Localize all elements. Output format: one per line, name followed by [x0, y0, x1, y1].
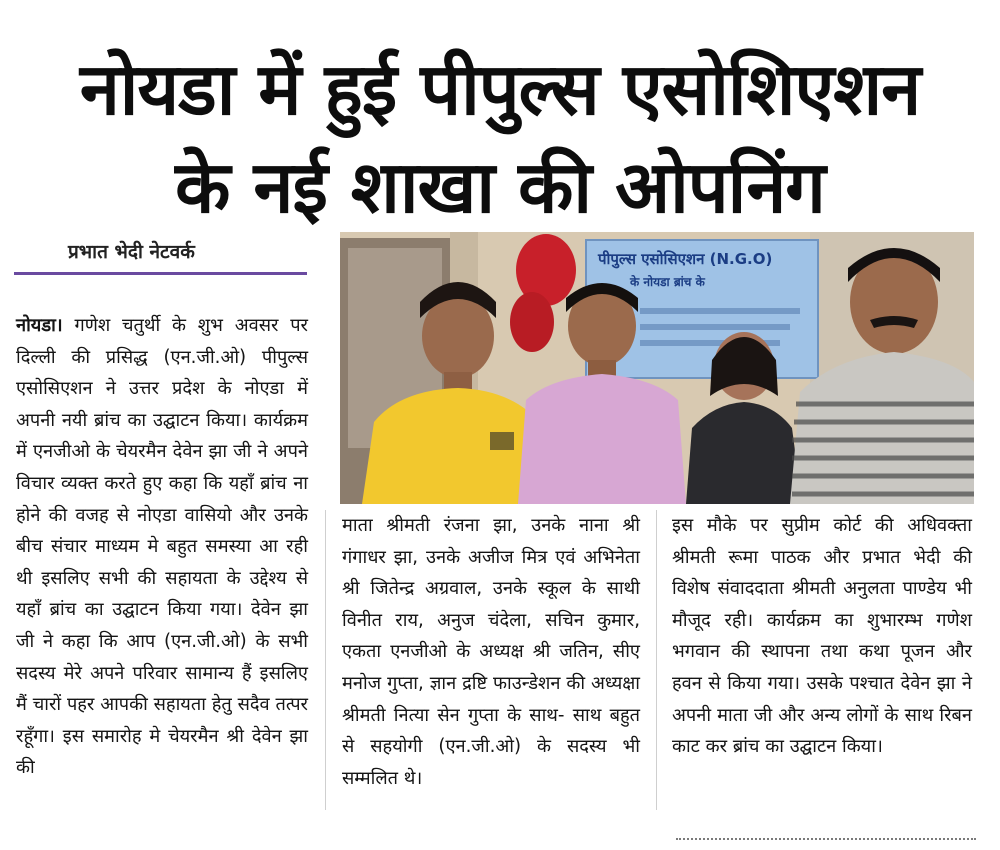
- news-photo: [340, 232, 974, 504]
- banner-line-1: पीपुल्स एसोसिएशन (N.G.O): [598, 250, 773, 268]
- byline: प्रभात भेदी नेटवर्क: [68, 241, 195, 263]
- banner-line-2: के नोयडा ब्रांच के: [630, 275, 705, 289]
- article-column-1-text: गणेश चतुर्थी के शुभ अवसर पर दिल्ली की प्रसिद्ध (एन.जी.ओ) पीपुल्स एसोसिएशन ने उत्तर प्रदेश के नोएडा में अपनी नयी ब्रांच का उद्घाटन किया। कार्यक्रम में एनजीओ के चेयरमैन देवेन झा जी ने अपने विचार व्यक्त करते हुए कहा कि यहाँ ब्रांच ना होने की वजह से नोएडा वासियो और उनके बीच संचार माध्यम मे बहुत समस्या आ रही थी इसलिए सभी की सहायता के उद्देश्य से यहाँ ब्रांच का उद्घाटन किया गया। देवेन झा जी ने कहा कि आप (एन.जी.ओ) के सभी सदस्य मेरे अपने परिवार सामान्य हैं इसलिए मैं चारों पहर आपकी सहायता हेतु सदैव तत्पर रहूँगा। इस समारोह मे चेयरमैन श्री देवेन झा की: [16, 315, 308, 779]
- article-column-1: [16, 310, 308, 784]
- dateline: नोयडा।: [16, 315, 63, 336]
- column-divider-2: [656, 510, 657, 810]
- headline-line-2: के नई शाखा की ओपनिंग: [175, 145, 825, 229]
- article-column-2: माता श्रीमती रंजना झा, उनके नाना श्री गंगाधर झा, उनके अजीज मित्र एवं अभिनेता श्री जितेन्द्र अग्रवाल, उनके स्कूल के साथी विनीत राय, अनुज चंदेला, सचिन कुमार, एकता एनजीओ के अध्यक्ष श्री जतिन, सीए मनोज गुप्ता, ज्ञान द्रष्टि फाउन्डेशन की अध्यक्षा श्रीमती नित्या सेन गुप्ता के साथ- साथ बहुत से सहयोगी (एन.जी.ओ) के सदस्य भी सम्मलित थे।: [342, 515, 640, 789]
- dotted-separator: [676, 838, 976, 840]
- headline-line-1: नोयडा में हुई पीपुल्स एसोशिएशन: [79, 47, 921, 131]
- headline: [10, 40, 990, 236]
- article-column-3: इस मौके पर सुप्रीम कोर्ट की अधिवक्ता श्रीमती रूमा पाठक और प्रभात भेदी की विशेष संवाददाता श्रीमती अनुलता पाण्डेय भी मौजूद रही। कार्यक्रम का शुभारम्भ गणेश भगवान की स्थापना तथा कथा पूजन और हवन से किया गया। उसके पश्चात देवेन झा ने अपनी माता जी और अन्य लोगों के साथ रिबन काट कर ब्रांच का उद्घाटन किया।: [672, 515, 972, 758]
- column-divider-1: [325, 510, 326, 810]
- byline-rule: [14, 272, 307, 275]
